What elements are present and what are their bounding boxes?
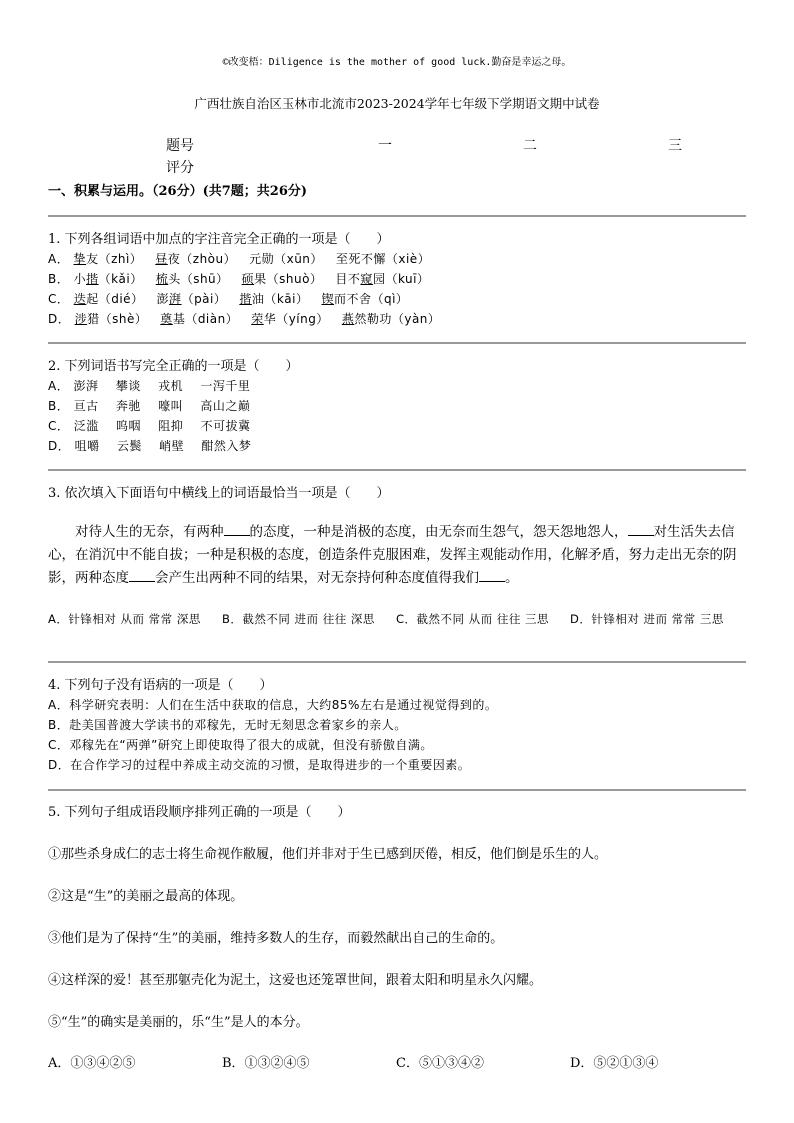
option-word: 揩油（kāi）	[239, 292, 309, 306]
option-letter: A．	[48, 252, 70, 266]
option-letter: A．	[48, 379, 70, 393]
dotted-char: 挚	[73, 252, 87, 266]
option-word: 小揩（kǎi）	[73, 272, 143, 286]
option-word: 不可拔冀	[200, 419, 251, 433]
answer-blank	[224, 523, 250, 536]
question-1-stem: 1. 下列各组词语中加点的字注音完全正确的一项是（ ）	[48, 232, 390, 247]
option-word: 至死不懈（xiè）	[335, 252, 431, 266]
divider	[48, 789, 746, 791]
score-row-question-number	[166, 134, 706, 156]
question-3-passage	[48, 521, 748, 590]
exam-title: 广西壮族自治区玉林市北流市2023-2024学年七年级下学期语文期中试卷	[194, 96, 600, 111]
question-1-option-d	[48, 310, 440, 327]
score-row-score	[166, 156, 706, 178]
option-letter: B．	[48, 272, 70, 286]
score-table	[166, 134, 706, 178]
option-word: 元勋（xūn）	[249, 252, 323, 266]
score-cell-label: 题号	[166, 138, 194, 154]
option-word: 阻抑	[158, 419, 184, 433]
question-5-sentence-3: ③他们是为了保持“生”的美丽，维持多数人的生存，而毅然献出自己的生命的。	[48, 931, 504, 946]
question-1-option-c	[48, 290, 408, 307]
question-5-sentence-5: ⑤“生”的确实是美丽的，乐“生”是人的本分。	[48, 1015, 309, 1030]
option-word: 昼	[155, 252, 168, 266]
score-cell-part-2: 二	[523, 138, 537, 154]
option-word: 戎机	[158, 379, 184, 393]
option-word: 梳头（shū）	[155, 272, 229, 286]
passage-text: 。	[505, 570, 519, 586]
option-word: 攀谈	[115, 379, 141, 393]
score-cell-part-1: 一	[378, 138, 392, 154]
section-heading: 一、积累与运用。（26分）(共7题；共26分)	[48, 184, 308, 199]
question-5-option-d: D．⑤②①③④	[570, 1056, 659, 1071]
option-letter: C．	[48, 419, 70, 433]
passage-text: 对待人生的无奈，有两种	[75, 524, 224, 540]
option-word: 泛滥	[73, 419, 99, 433]
divider	[48, 661, 746, 663]
option-letter: B．	[48, 399, 70, 413]
option-word: 锲而不舍（qì）	[321, 292, 409, 306]
page-motto: ©改变梧：Diligence is the mother of good luck.勤奋是幸运之母。	[222, 57, 572, 68]
option-word: 酣然入梦	[201, 439, 252, 453]
question-5-option-a: A．①③④②⑤	[48, 1056, 136, 1071]
option-word: 嚎叫	[158, 399, 184, 413]
question-4-stem: 4. 下列句子没有语病的一项是（ ）	[48, 678, 273, 693]
question-5-option-b: B．①③②④⑤	[222, 1056, 310, 1071]
option-word: 一泻千里	[200, 379, 251, 393]
answer-blank	[479, 569, 505, 582]
question-3-stem: 3. 依次填入下面语句中横线上的词语最恰当一项是（ ）	[48, 486, 390, 501]
question-4-option-c: C．邓稼先在“两弹”研究上即使取得了很大的成就，但没有骄傲自满。	[48, 738, 433, 752]
option-word: 硕果（shuò）	[241, 272, 323, 286]
option-word: 奠基（diàn）	[160, 312, 239, 326]
answer-blank	[129, 569, 155, 582]
score-cell-label: 评分	[166, 160, 194, 176]
option-word: 夜（zhòu）	[167, 252, 237, 266]
question-1-option-a	[48, 250, 430, 267]
option-word: 奔驰	[115, 399, 141, 413]
question-2-option-b	[48, 397, 250, 414]
option-word: 云鬓	[116, 439, 142, 453]
question-3-option-a: A．针锋相对 从而 常常 深思	[48, 612, 201, 626]
option-letter: C．	[48, 292, 70, 306]
option-word: 咀嚼	[74, 439, 100, 453]
option-word: 峭壁	[159, 439, 185, 453]
question-3-options	[48, 610, 730, 628]
option-word: 友（zhì）	[86, 252, 143, 266]
divider	[48, 215, 746, 217]
option-word: 亘古	[73, 399, 99, 413]
question-5-option-c: C．⑤①③④②	[396, 1056, 484, 1071]
option-letter: D．	[48, 312, 71, 326]
passage-text: 对生活失去信心，在消沉中不能自拔；一种是积极的态度，创造条件克服困难，发挥主观能动作用，化解矛盾，努力走出无奈的阴影，两种态度	[48, 524, 737, 586]
question-4-option-b: B．赴美国普渡大学读书的邓稼先，无时无刻思念着家乡的亲人。	[48, 718, 407, 732]
question-2-stem: 2. 下列词语书写完全正确的一项是（ ）	[48, 359, 299, 374]
option-letter: D．	[48, 439, 71, 453]
option-word: 澎湃（pài）	[156, 292, 227, 306]
question-2-option-c	[48, 417, 251, 434]
question-3-option-c: C．截然不同 从而 往往 三思	[396, 612, 549, 626]
option-word: 目不窥园（kuī）	[335, 272, 430, 286]
question-5-sentence-4: ④这样深的爱！甚至那躯壳化为泥土，这爱也还笼罩世间，跟着太阳和明星永久闪耀。	[48, 973, 543, 988]
option-word: 荣华（yíng）	[251, 312, 329, 326]
option-word: 涉猎（shè）	[74, 312, 148, 326]
question-5-sentence-1: ①那些杀身成仁的志士将生命视作敝履，他们并非对于生已感到厌倦，相反，他们倒是乐生的人。	[48, 847, 608, 862]
question-4-option-d: D．在合作学习的过程中养成主动交流的习惯，是取得进步的一个重要因素。	[48, 758, 471, 772]
question-2-option-a	[48, 377, 250, 394]
divider	[48, 469, 746, 471]
question-5-stem: 5. 下列句子组成语段顺序排列正确的一项是（ ）	[48, 805, 351, 820]
passage-text: 的态度，一种是消极的态度，由无奈而生怨气，怨天怨地怨人，	[249, 524, 628, 540]
option-word: 燕然勒功（yàn）	[341, 312, 441, 326]
question-4-option-a: A．科学研究表明：人们在生活中获取的信息，大约85%左右是通过视觉得到的。	[48, 698, 498, 712]
question-1-option-b	[48, 270, 429, 287]
answer-blank	[628, 523, 654, 536]
score-cell-part-3: 三	[668, 138, 682, 154]
option-word: 呜咽	[116, 419, 142, 433]
option-word: 高山之巅	[200, 399, 251, 413]
option-word: 澎湃	[73, 379, 99, 393]
question-3-option-b: B．截然不同 进而 往往 深思	[222, 612, 375, 626]
question-5-sentence-2: ②这是“生”的美丽之最高的体现。	[48, 889, 244, 904]
divider	[48, 342, 746, 344]
question-2-option-d	[48, 437, 251, 454]
option-word: 迭起（dié）	[73, 292, 144, 306]
question-3-option-d: D．针锋相对 进而 常常 三思	[570, 612, 724, 626]
passage-text: 会产生出两种不同的结果，对无奈持何种态度值得我们	[155, 570, 479, 586]
